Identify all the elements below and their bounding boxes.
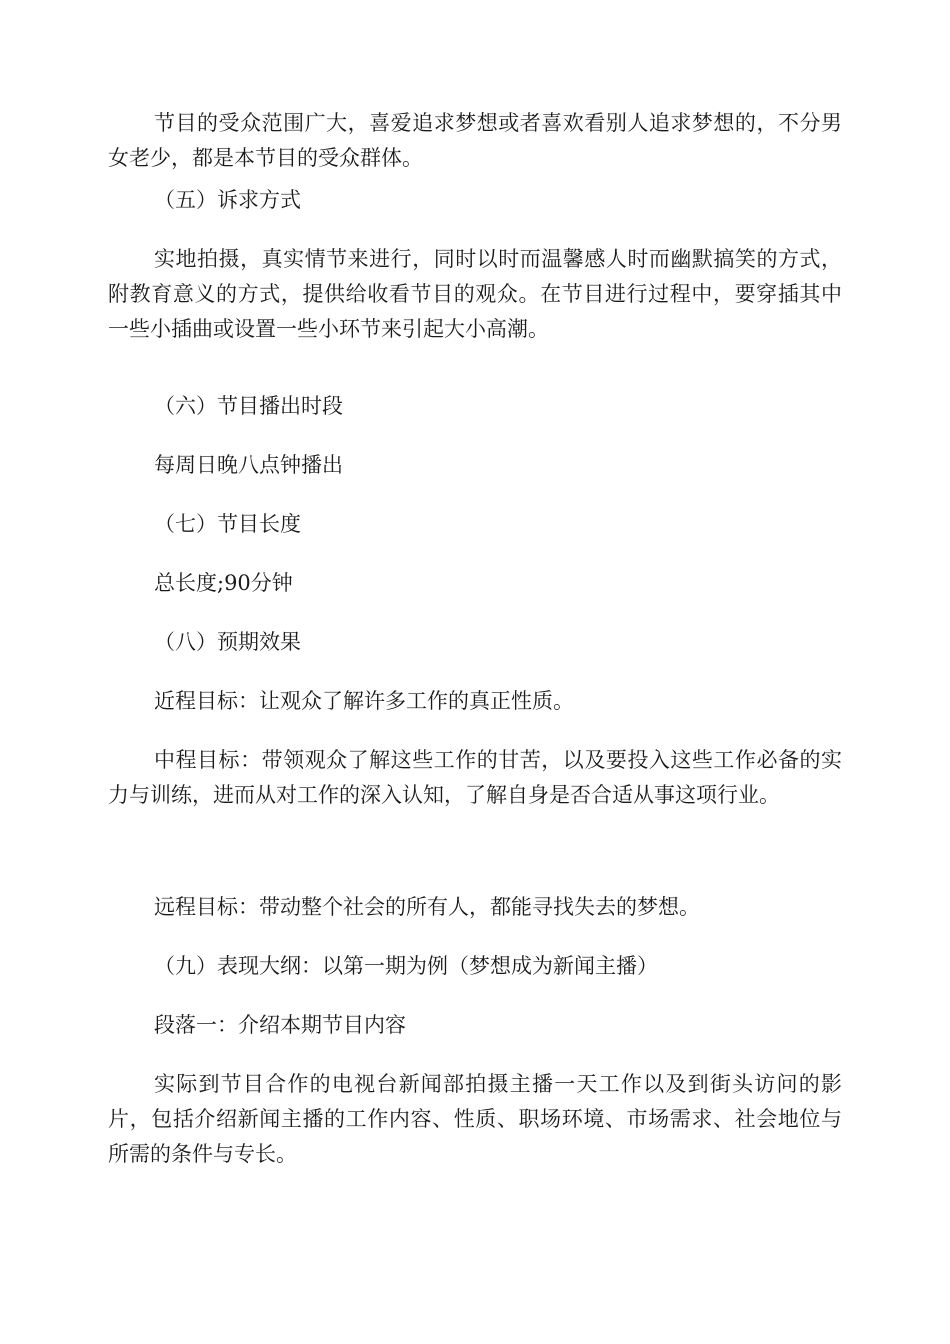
- heading-program-length: （七）节目长度: [154, 512, 301, 536]
- paragraph-broadcast-time: 每周日晚八点钟播出: [154, 453, 343, 477]
- paragraph-long-term-goal: 远程目标：带动整个社会的所有人，都能寻找失去的梦想。: [154, 895, 700, 919]
- paragraph-appeal-method: 实地拍摄，真实情节来进行，同时以时而温馨感人时而幽默搞笑的方式，附教育意义的方式，提供给收看节目的观众。在节目进行过程中，要穿插其中一些小插曲或设置一些小环节来引起大小高潮。: [108, 247, 842, 341]
- heading-appeal-method: （五）诉求方式: [154, 188, 301, 212]
- paragraph-segment-one: 实际到节目合作的电视台新闻部拍摄主播一天工作以及到街头访问的影片，包括介绍新闻主播的工作内容、性质、职场环境、市场需求、社会地位与所需的条件与专长。: [108, 1072, 842, 1166]
- paragraph-short-term-goal: 近程目标：让观众了解许多工作的真正性质。: [154, 689, 574, 713]
- heading-segment-one: 段落一：介绍本期节目内容: [154, 1013, 406, 1037]
- paragraph-audience-scope: 节目的受众范围广大，喜爱追求梦想或者喜欢看别人追求梦想的，不分男女老少，都是本节目的受众群体。: [108, 111, 842, 170]
- paragraph-mid-term-goal: 中程目标：带领观众了解这些工作的甘苦，以及要投入这些工作必备的实力与训练，进而从对工作的深入认知，了解自身是否合适从事这项行业。: [108, 748, 842, 807]
- heading-expected-effect: （八）预期效果: [154, 630, 301, 654]
- paragraph-program-length: 总长度;90分钟: [154, 571, 293, 595]
- heading-outline: （九）表现大纲：以第一期为例（梦想成为新闻主播）: [154, 954, 658, 978]
- heading-broadcast-time: （六）节目播出时段: [154, 394, 343, 418]
